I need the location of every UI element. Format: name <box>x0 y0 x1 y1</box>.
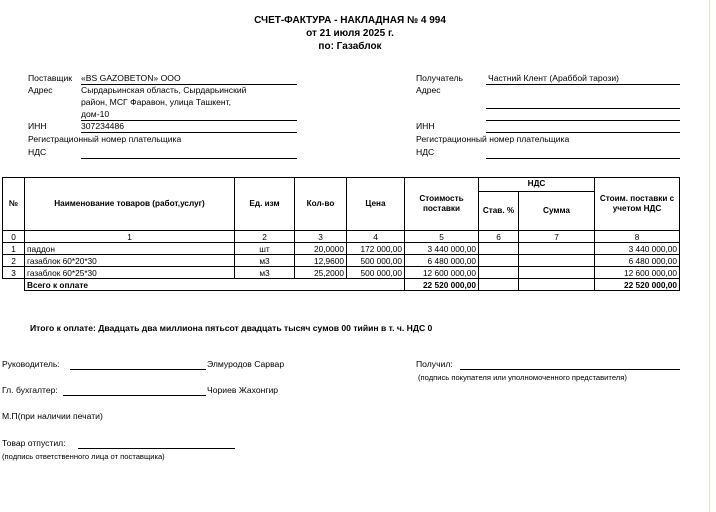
row-cost: 3 440 000,00 <box>405 243 479 255</box>
row-nds-sum <box>519 267 595 279</box>
total-in-words: Итого к оплате: Двадцать два миллиона пятьсот двадцать тысяч сумов 00 тийин в т. ч. НДС 0 <box>30 323 433 333</box>
total-row-empty <box>3 279 25 291</box>
total-label: Всего к оплате <box>25 279 405 291</box>
row-total: 6 480 000,00 <box>595 255 680 267</box>
row-unit: м3 <box>235 255 295 267</box>
header-nds: НДС <box>479 178 595 192</box>
document-basis: по: Газаблок <box>318 41 382 52</box>
supplier-name: «BS GAZOBETON» ООО <box>81 73 181 83</box>
received-note: (подпись покупателя или уполномоченного представителя) <box>418 373 627 382</box>
supplier-label: Поставщик <box>28 73 73 83</box>
document-title-block <box>0 14 716 53</box>
row-num: 1 <box>3 243 25 255</box>
header-name: Наименование товаров (работ,услуг) <box>25 178 235 231</box>
total-cost: 22 520 000,00 <box>405 279 479 291</box>
row-num: 2 <box>3 255 25 267</box>
recipient-inn-line <box>486 132 680 133</box>
col-number-8: 8 <box>595 231 680 243</box>
row-num: 3 <box>3 267 25 279</box>
row-price: 172 000,00 <box>347 243 405 255</box>
supplier-address-line-1: Сырдарьинская область, Сырдарьинский <box>81 85 247 95</box>
col-number-7: 7 <box>519 231 595 243</box>
row-total: 3 440 000,00 <box>595 243 680 255</box>
total-nds-sum <box>519 279 595 291</box>
director-label: Руководитель: <box>2 359 60 369</box>
column-number-row <box>3 231 680 243</box>
col-number-3: 3 <box>295 231 347 243</box>
total-row <box>3 279 680 291</box>
recipient-address-line-a <box>486 108 680 109</box>
recipient-name: Частний Клент (Араббой тарози) <box>488 73 619 83</box>
received-signature-line <box>460 369 680 370</box>
total-nds-rate <box>479 279 519 291</box>
row-qty: 20,0000 <box>295 243 347 255</box>
total-with-nds: 22 520 000,00 <box>595 279 680 291</box>
supplier-nds-line <box>81 158 297 159</box>
row-price: 500 000,00 <box>347 255 405 267</box>
director-signature-line <box>70 369 206 370</box>
col-number-5: 5 <box>405 231 479 243</box>
header-qty: Кол-во <box>295 178 347 231</box>
row-price: 500 000,00 <box>347 267 405 279</box>
row-nds-sum <box>519 255 595 267</box>
recipient-address-label: Адрес <box>416 85 441 95</box>
header-nds-rate: Став. % <box>479 191 519 231</box>
recipient-inn-label: ИНН <box>416 121 435 131</box>
recipient-nds-line <box>486 158 680 159</box>
row-nds-sum <box>519 243 595 255</box>
released-note: (подпись ответственного лица от поставщика) <box>2 452 165 461</box>
supplier-reg-label: Регистрационный номер плательщика <box>28 134 182 144</box>
supplier-inn-label: ИНН <box>28 121 47 131</box>
row-total: 12 600 000,00 <box>595 267 680 279</box>
row-name: газаблок 60*20*30 <box>25 255 235 267</box>
col-number-6: 6 <box>479 231 519 243</box>
table-row <box>3 255 680 267</box>
row-qty: 25,2000 <box>295 267 347 279</box>
table-row <box>3 267 680 279</box>
supplier-address-line-2: район, МСГ Фаравон, улица Ташкент, <box>81 97 232 107</box>
row-unit: шт <box>235 243 295 255</box>
recipient-block <box>416 73 681 160</box>
received-label: Получил: <box>416 359 453 369</box>
col-number-4: 4 <box>347 231 405 243</box>
items-table <box>2 177 680 291</box>
header-unit: Ед. изм <box>235 178 295 231</box>
row-nds-rate <box>479 243 519 255</box>
accountant-name: Чориев Жахонгир <box>207 385 279 395</box>
row-cost: 12 600 000,00 <box>405 267 479 279</box>
table-row <box>3 243 680 255</box>
col-number-0: 0 <box>3 231 25 243</box>
page-right-border <box>709 0 710 512</box>
supplier-address-line-3: дом-10 <box>81 109 110 119</box>
row-nds-rate <box>479 255 519 267</box>
header-nds-sum: Сумма <box>519 191 595 231</box>
supplier-address-label: Адрес <box>28 85 53 95</box>
supplier-block <box>28 73 298 160</box>
row-qty: 12,9600 <box>295 255 347 267</box>
header-total: Стоим. поставки с учетом НДС <box>595 178 680 231</box>
document-title: СЧЕТ-ФАКТУРА - НАКЛАДНАЯ № 4 994 <box>254 15 446 26</box>
stamp-note: М.П(при наличии печати) <box>2 411 103 421</box>
col-number-1: 1 <box>25 231 235 243</box>
released-signature-line <box>78 448 235 449</box>
row-name: газаблок 60*25*30 <box>25 267 235 279</box>
supplier-nds-label: НДС <box>28 147 47 157</box>
accountant-signature-line <box>63 395 206 396</box>
header-num: № <box>3 178 25 231</box>
row-name: паддон <box>25 243 235 255</box>
recipient-reg-label: Регистрационный номер плательщика <box>416 134 570 144</box>
supplier-inn-line <box>81 132 297 133</box>
col-number-2: 2 <box>235 231 295 243</box>
director-name: Элмуродов Сарвар <box>207 359 285 369</box>
row-unit: м3 <box>235 267 295 279</box>
row-cost: 6 480 000,00 <box>405 255 479 267</box>
released-label: Товар отпустил: <box>2 438 66 448</box>
supplier-inn: 307234486 <box>81 121 125 131</box>
header-cost: Стоимость поставки <box>405 178 479 231</box>
header-price: Цена <box>347 178 405 231</box>
document-date: от 21 июля 2025 г. <box>306 28 394 39</box>
recipient-label: Получатель <box>416 73 463 83</box>
row-nds-rate <box>479 267 519 279</box>
recipient-nds-label: НДС <box>416 147 435 157</box>
accountant-label: Гл. бухгалтер: <box>2 385 58 395</box>
